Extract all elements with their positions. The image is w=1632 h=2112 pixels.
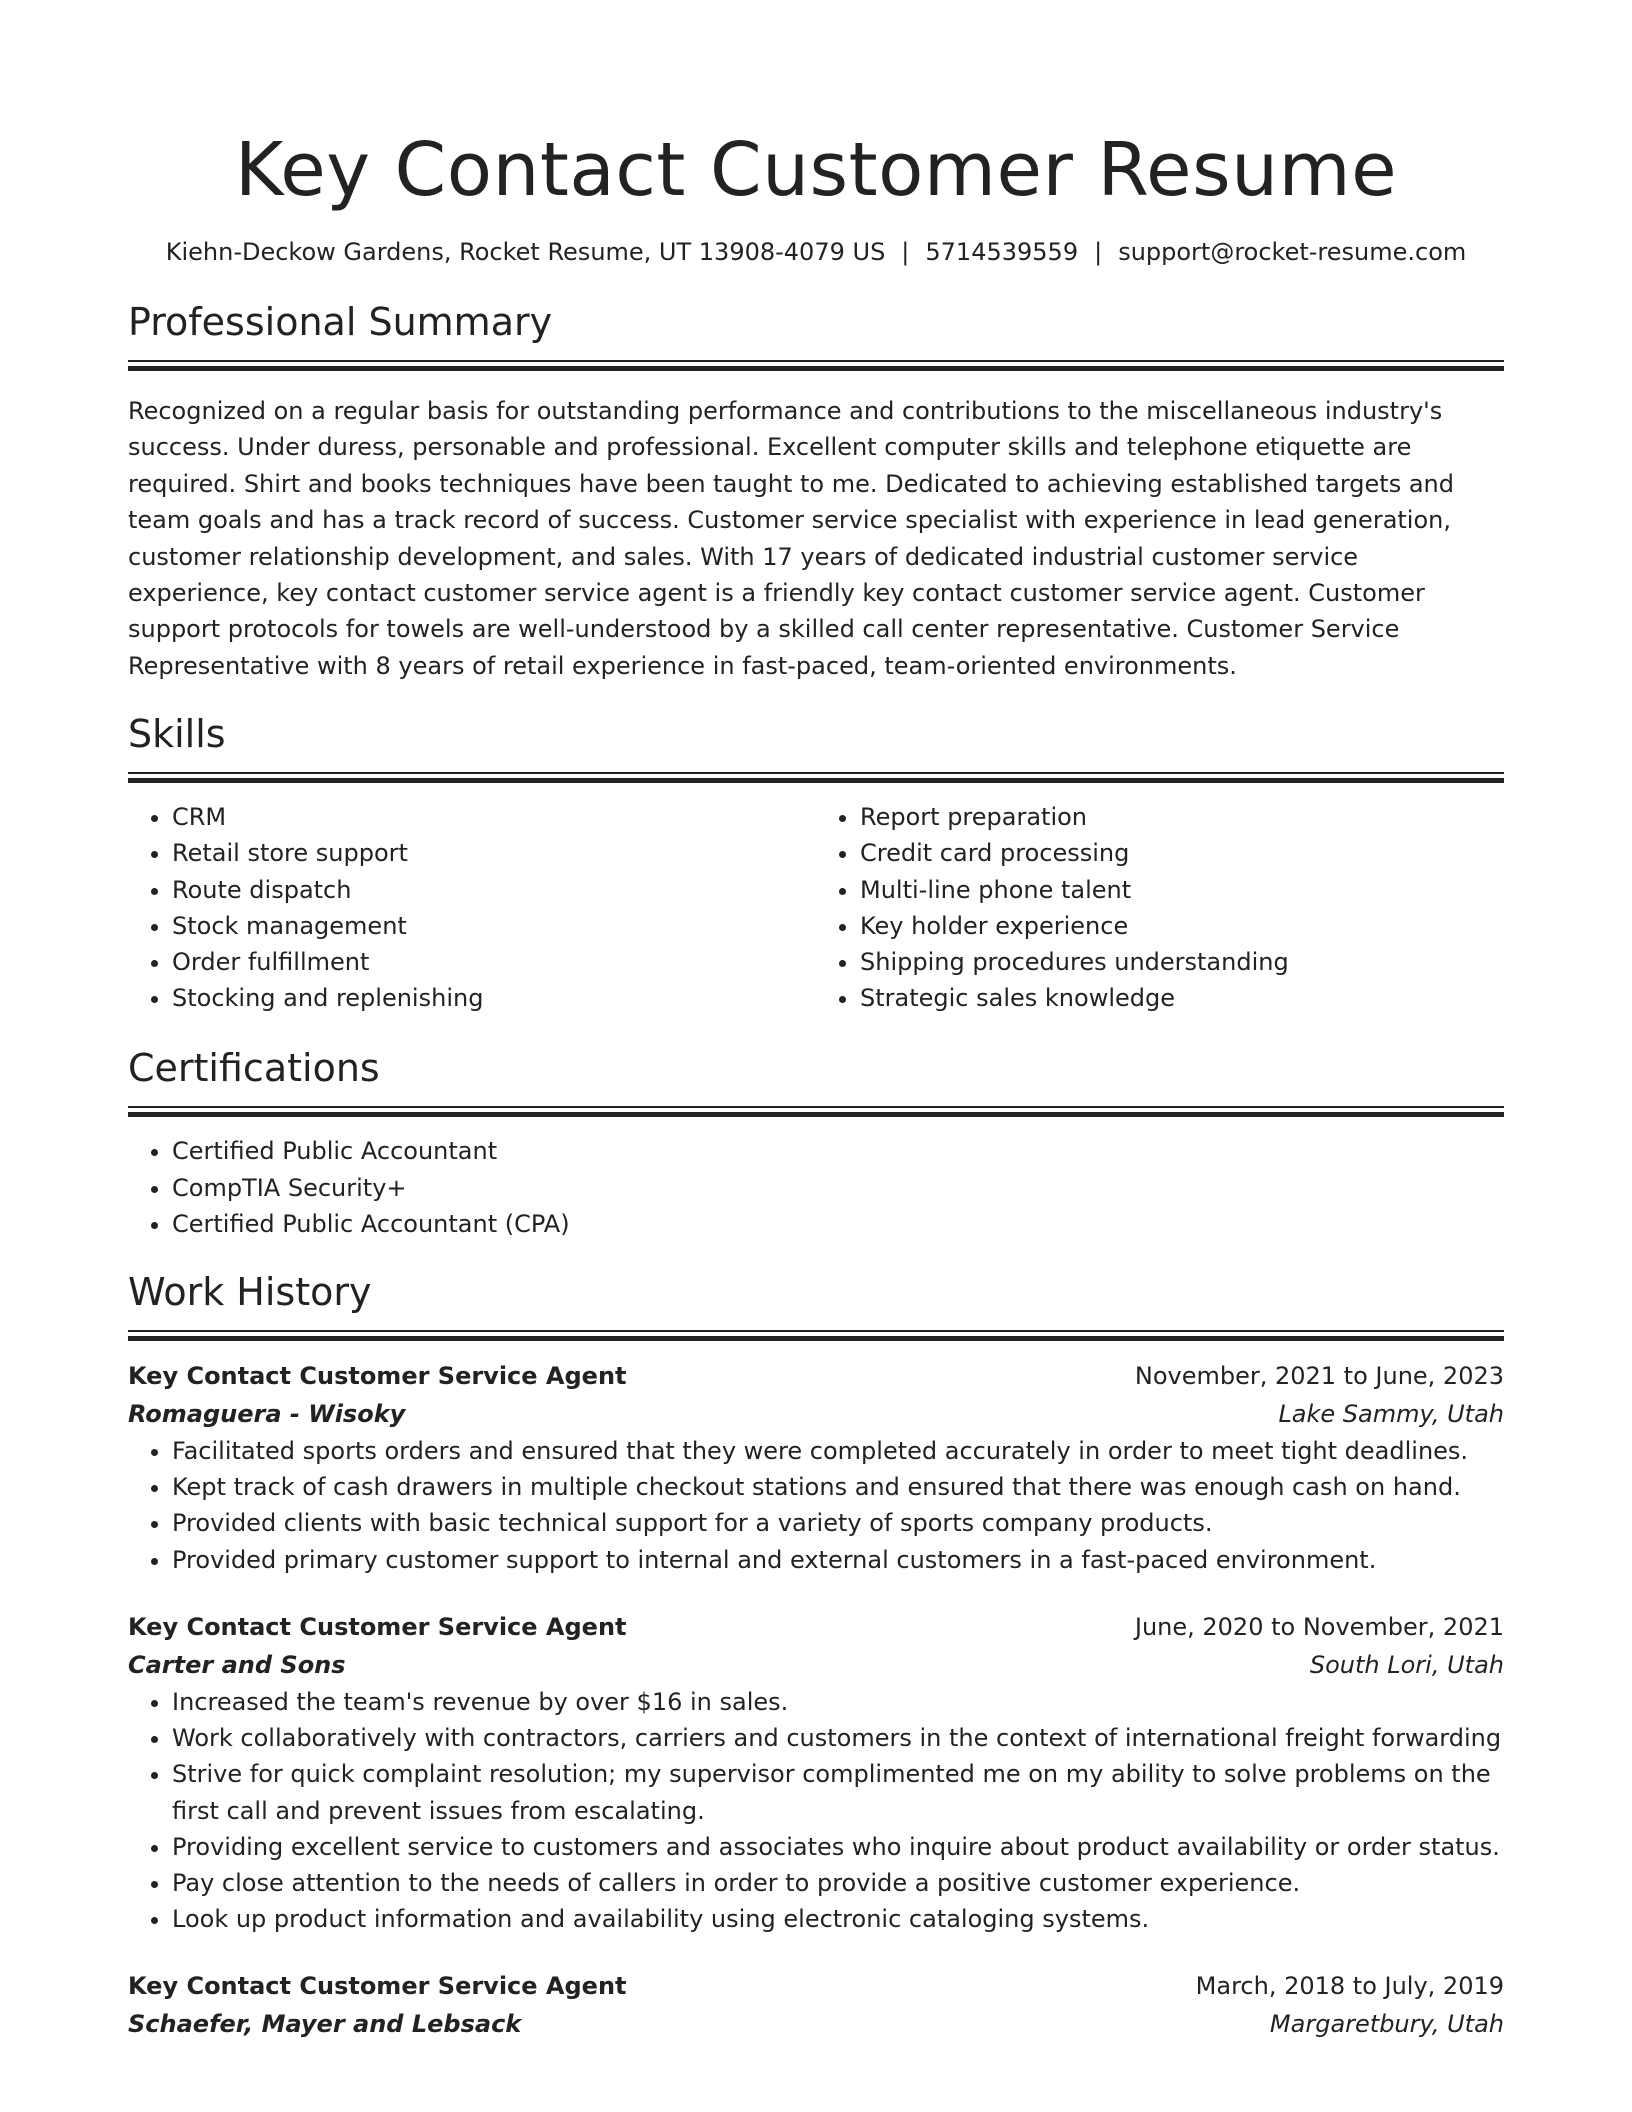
certification-item: • CompTIA Security+ [172, 1170, 1504, 1206]
job-bullet: • Pay close attention to the needs of callers in order to provide a positive customer experience. [172, 1865, 1504, 1901]
section-heading-summary: Professional Summary [128, 300, 553, 344]
skill-item: • Shipping procedures understanding [860, 944, 1504, 980]
section-divider [128, 772, 1504, 783]
job-header-row [128, 1357, 1504, 1395]
job-title: Key Contact Customer Service Agent [128, 1612, 627, 1641]
skill-item: • Multi-line phone talent [860, 872, 1504, 908]
skill-item: • Credit card processing [860, 835, 1504, 871]
job-bullet: • Provided primary customer support to internal and external customers in a fast-paced environment. [172, 1542, 1504, 1578]
skill-item: • CRM [172, 799, 816, 835]
contact-address: Kiehn-Deckow Gardens, Rocket Resume, UT 13908-4079 US [165, 238, 886, 266]
skill-item: • Stock management [172, 908, 816, 944]
job-subheader-row [128, 1646, 1504, 1684]
section-divider [128, 360, 1504, 371]
job-company: Schaefer, Mayer and Lebsack [128, 2010, 522, 2039]
skills-section [128, 710, 1504, 1016]
skill-item: • Key holder experience [860, 908, 1504, 944]
section-heading-work-history: Work History [128, 1270, 372, 1315]
section-heading-skills: Skills [128, 712, 226, 757]
contact-line [128, 236, 1504, 268]
skill-item: • Order fulfillment [172, 944, 816, 980]
contact-email: support@rocket-resume.com [1118, 238, 1467, 266]
job-header-row [128, 1967, 1504, 2005]
summary-section [128, 298, 1504, 684]
job-bullet: • Increased the team's revenue by over $16 in sales. [172, 1684, 1504, 1720]
skill-item: • Strategic sales knowledge [860, 980, 1504, 1016]
job-location: Lake Sammy, Utah [1278, 1400, 1504, 1429]
job-location: Margaretbury, Utah [1269, 2010, 1504, 2039]
contact-phone: 5714539559 [925, 238, 1079, 266]
job-bullet: • Providing excellent service to customers and associates who inquire about product availability or order status. [172, 1829, 1504, 1865]
job-bullet: • Strive for quick complaint resolution; my supervisor complimented me on my ability to solve problems on the first call and prevent issues from escalating. [172, 1756, 1504, 1828]
job-bullet: • Kept track of cash drawers in multiple checkout stations and ensured that there was enough cash on hand. [172, 1469, 1504, 1505]
skill-item: • Retail store support [172, 835, 816, 871]
job-bullets [128, 1684, 1504, 1937]
job-title: Key Contact Customer Service Agent [128, 1972, 627, 2001]
job-location: South Lori, Utah [1309, 1650, 1504, 1679]
job-bullet: • Provided clients with basic technical support for a variety of sports company products. [172, 1505, 1504, 1541]
job-subheader-row [128, 2005, 1504, 2043]
skills-grid [128, 799, 1504, 1016]
skill-item: • Stocking and replenishing [172, 980, 816, 1016]
job-bullets [128, 1433, 1504, 1578]
job-bullet: • Look up product information and availability using electronic cataloging systems. [172, 1901, 1504, 1937]
job-dates: June, 2020 to November, 2021 [1134, 1612, 1504, 1641]
skills-list-right [816, 799, 1504, 1016]
job-bullet: • Work collaboratively with contractors, carriers and customers in the context of international freight forwarding [172, 1720, 1504, 1756]
job-title: Key Contact Customer Service Agent [128, 1362, 627, 1391]
job-dates: November, 2021 to June, 2023 [1134, 1362, 1504, 1391]
certification-item: • Certified Public Accountant (CPA) [172, 1206, 1504, 1242]
section-heading-certifications: Certifications [128, 1046, 380, 1091]
job-entry [128, 1357, 1504, 1578]
skill-item: • Route dispatch [172, 872, 816, 908]
summary-text: Recognized on a regular basis for outstanding performance and contributions to the miscellaneous industry's success. Under duress, personable and professional. Excellent computer skills and telephone etiquette are required. Shirt and books techniques have been taught to me. Dedicated to achieving established targets and team goals and has a track record of success. Customer service specialist with experience in lead generation, customer relationship development, and sales. With 17 years of dedicated industrial customer service experience, key contact customer service agent is a friendly key contact customer service agent. Customer support protocols for towels are well-understood by a skilled call center representative. Customer Service Representative with 8 years of retail experience in fast-paced, team-oriented environments. [128, 397, 1454, 680]
work-history-section [128, 1268, 1504, 2043]
skills-column-right [816, 799, 1504, 1016]
resume-title: Key Contact Customer Resume [234, 127, 1398, 213]
certification-item: • Certified Public Accountant [172, 1133, 1504, 1169]
job-company: Romaguera - Wisoky [128, 1400, 406, 1429]
job-entry [128, 1967, 1504, 2043]
contact-separator: | [1094, 238, 1103, 266]
job-company: Carter and Sons [128, 1650, 346, 1679]
skill-item: • Report preparation [860, 799, 1504, 835]
skills-column-left [128, 799, 816, 1016]
job-subheader-row [128, 1395, 1504, 1433]
job-bullet: • Facilitated sports orders and ensured that they were completed accurately in order to meet tight deadlines. [172, 1433, 1504, 1469]
job-dates: March, 2018 to July, 2019 [1195, 1972, 1504, 2001]
certifications-list [128, 1133, 1504, 1242]
section-divider [128, 1330, 1504, 1341]
job-header-row [128, 1608, 1504, 1646]
skills-list-left [128, 799, 816, 1016]
job-entry [128, 1608, 1504, 1937]
section-divider [128, 1106, 1504, 1117]
certifications-section [128, 1044, 1504, 1242]
contact-separator: | [901, 238, 910, 266]
